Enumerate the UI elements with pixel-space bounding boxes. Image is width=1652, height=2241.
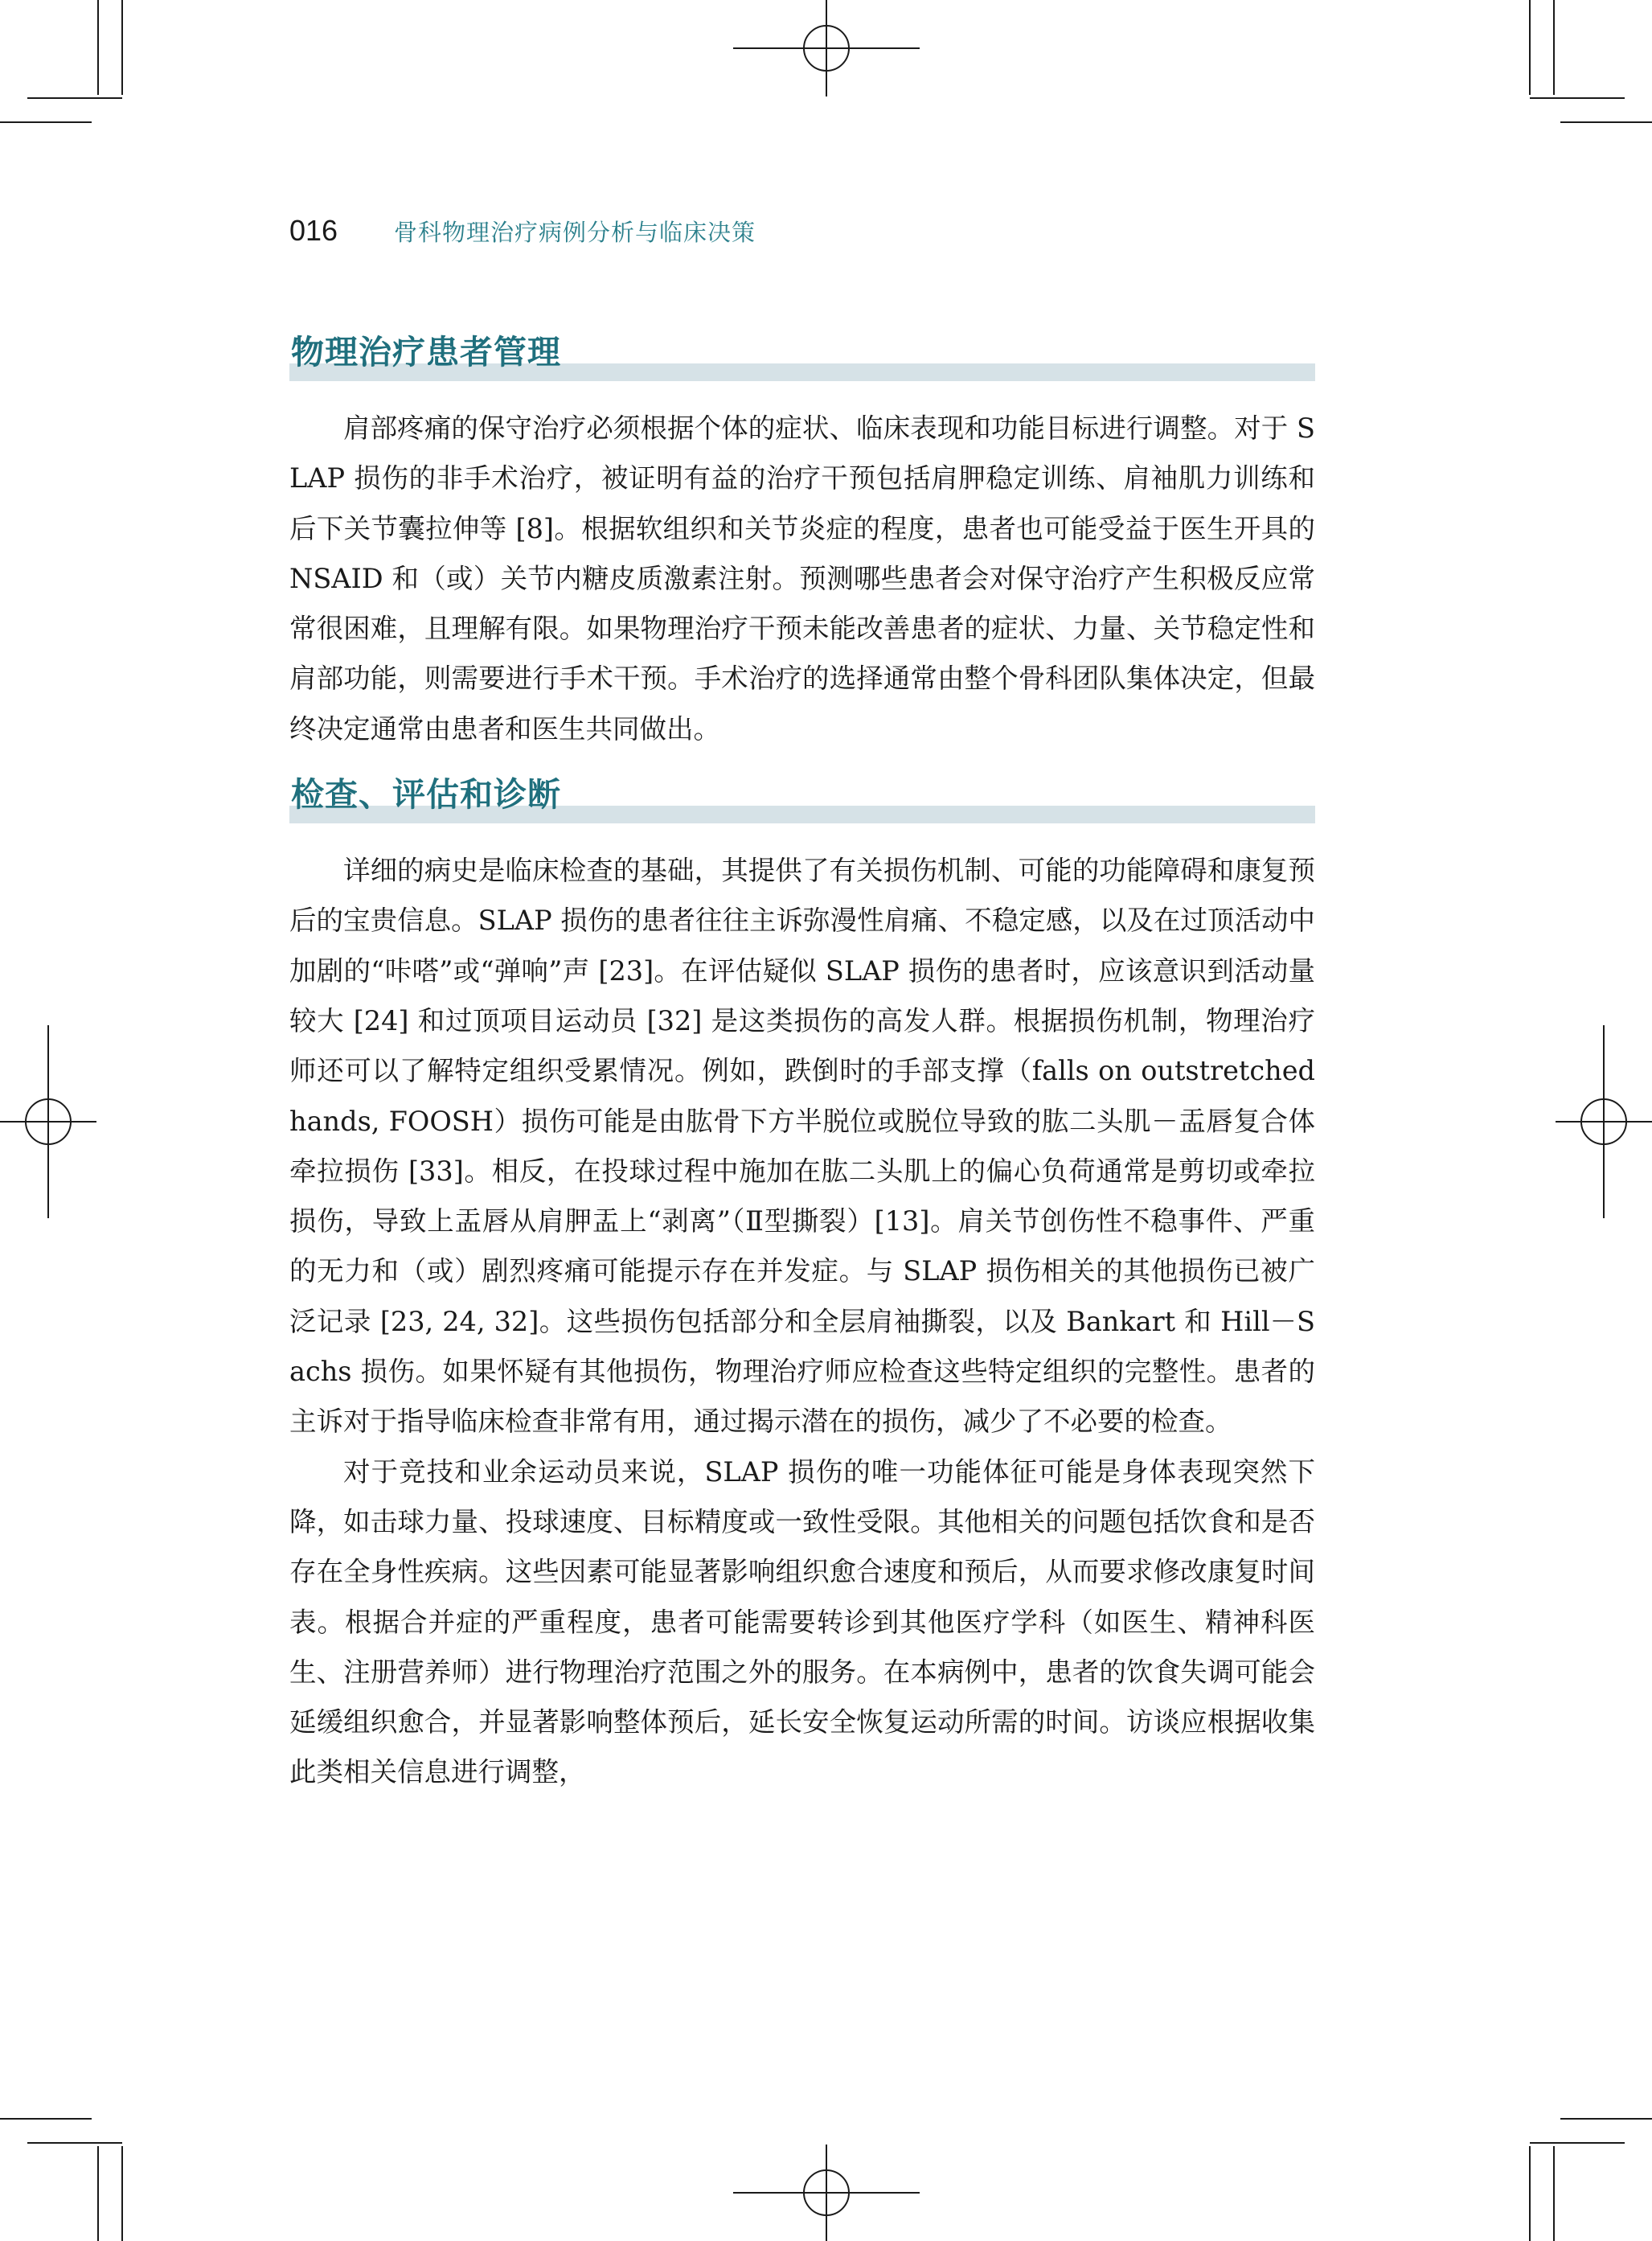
page-body <box>289 330 1315 1798</box>
book-title: 骨科物理治疗病例分析与临床决策 <box>394 218 756 246</box>
section-title: 检查、评估和诊断 <box>291 775 561 815</box>
body-paragraph: 肩部疼痛的保守治疗必须根据个体的症状、临床表现和功能目标进行调整。对于 SLAP 损伤的非手术治疗，被证明有益的治疗干预包括肩胛稳定训练、肩袖肌力训练和后下关节囊拉伸等 [8]。根据软组织和关节炎症的程度，患者也可能受益于医生开具的 NSAID 和（或）关节内糖皮质激素注射。预测哪些患者会对保守治疗产生积极反应常常很困难，且理解有限。如果物理治疗干预未能改善患者的症状、力量、关节稳定性和肩部功能，则需要进行手术干预。手术治疗的选择通常由整个骨科团队集体决定，但最终决定通常由患者和医生共同做出。 <box>289 412 1315 745</box>
section-heading-examination <box>289 772 1315 825</box>
section-title: 物理治疗患者管理 <box>291 333 561 371</box>
section-heading-patient-management <box>289 330 1315 383</box>
body-paragraph: 对于竞技和业余运动员来说，SLAP 损伤的唯一功能体征可能是身体表现突然下降，如击球力量、投球速度、目标精度或一致性受限。其他相关的问题包括饮食和是否存在全身性疾病。这些因素可能显著影响组织愈合速度和预后，从而要求修改康复时间表。根据合并症的严重程度，患者可能需要转诊到其他医疗学科（如医生、精神科医生、注册营养师）进行物理治疗范围之外的服务。在本病例中，患者的饮食失调可能会延缓组织愈合，并显著影响整体预后，延长安全恢复运动所需的时间。访谈应根据收集此类相关信息进行调整， <box>289 1455 1315 1788</box>
running-head <box>289 211 1334 251</box>
body-paragraph: 详细的病史是临床检查的基础，其提供了有关损伤机制、可能的功能障碍和康复预后的宝贵信息。SLAP 损伤的患者往往主诉弥漫性肩痛、不稳定感，以及在过顶活动中加剧的“咔嗒”或“弹响”声 [23]。在评估疑似 SLAP 损伤的患者时，应该意识到活动量较大 [24] 和过顶项目运动员 [32] 是这类损伤的高发人群。根据损伤机制，物理治疗师还可以了解特定组织受累情况。例如，跌倒时的手部支撑（falls on outstretched hands, FOOSH）损伤可能是由肱骨下方半脱位或脱位导致的肱二头肌－盂唇复合体牵拉损伤 [33]。相反，在投球过程中施加在肱二头肌上的偏心负荷通常是剪切或牵拉损伤，导致上盂唇从肩胛盂上“剥离”（Ⅱ型撕裂）[13]。肩关节创伤性不稳事件、严重的无力和（或）剧烈疼痛可能提示存在并发症。与 SLAP 损伤相关的其他损伤已被广泛记录 [23, 24, 32]。这些损伤包括部分和全层肩袖撕裂，以及 Bankart 和 Hill－Sachs 损伤。如果怀疑有其他损伤，物理治疗师应检查这些特定组织的完整性。患者的主诉对于指导临床检查非常有用，通过揭示潜在的损伤，减少了不必要的检查。 <box>289 855 1315 1438</box>
page-number: 016 <box>289 214 338 247</box>
